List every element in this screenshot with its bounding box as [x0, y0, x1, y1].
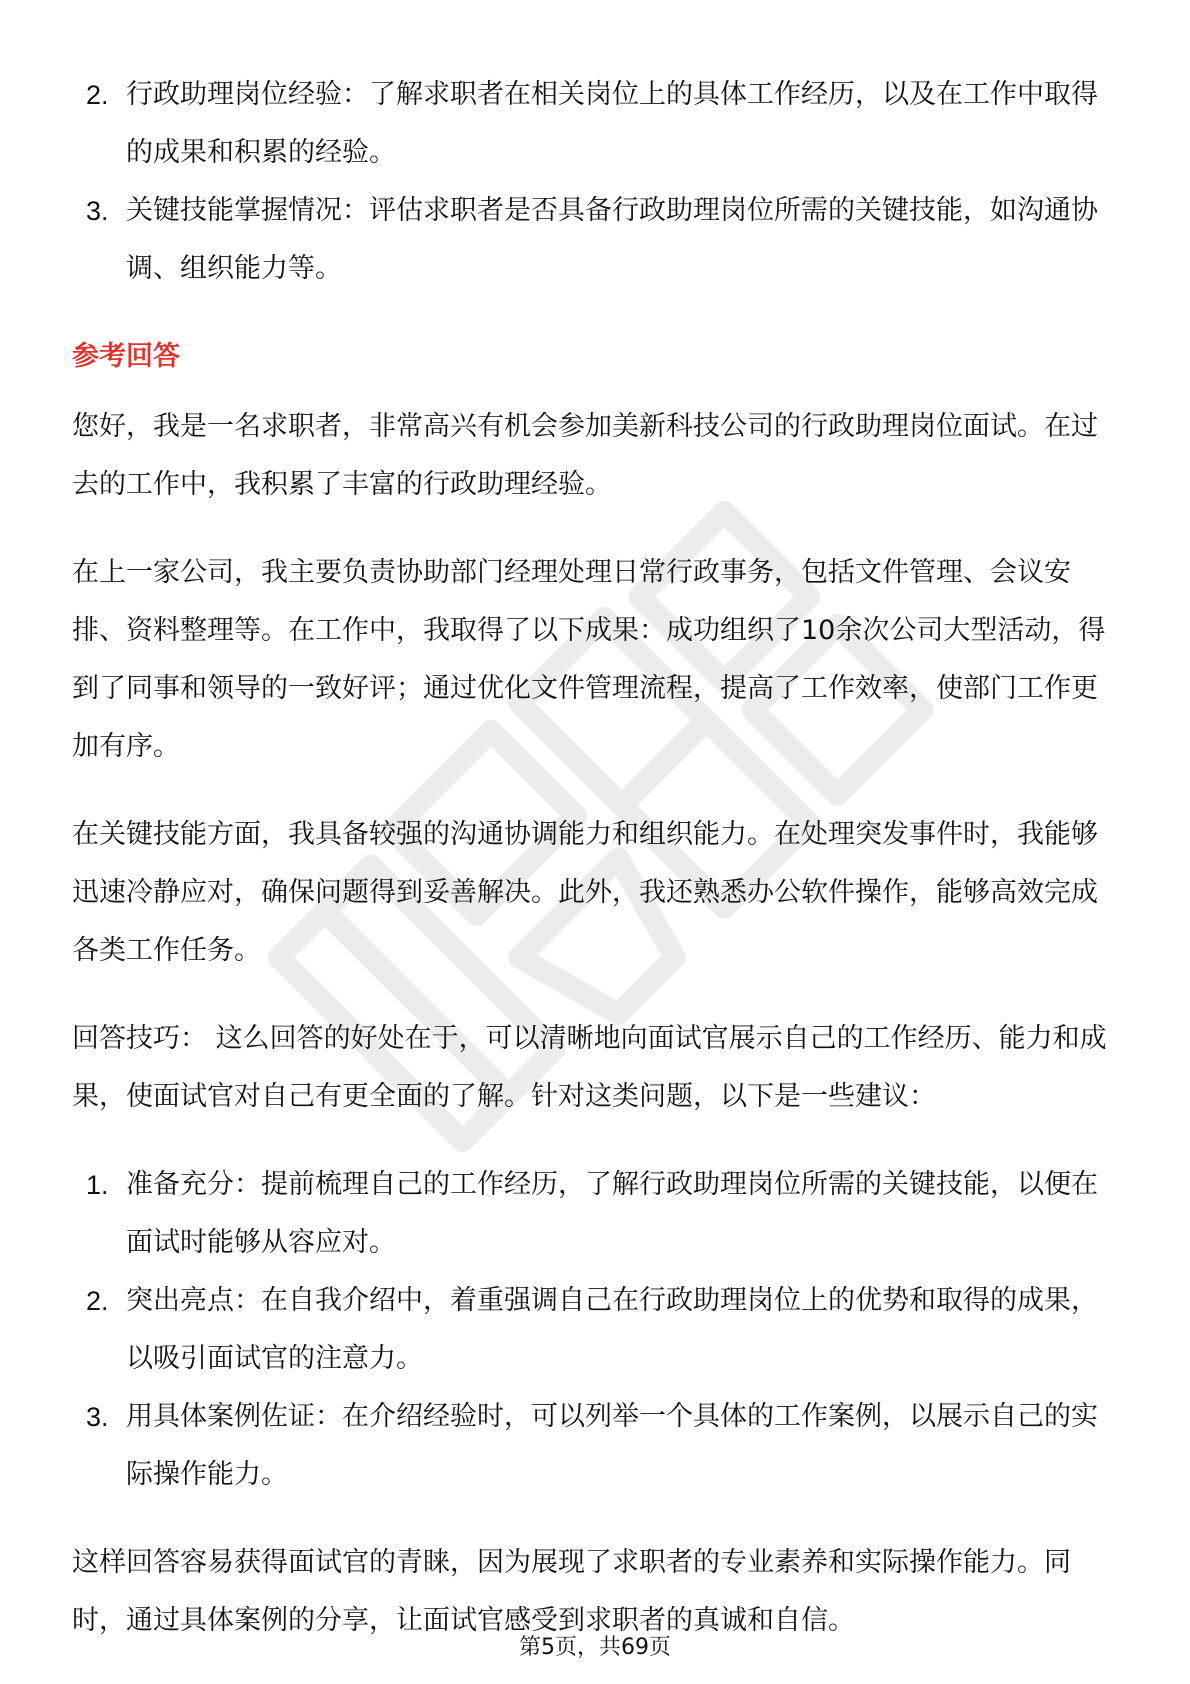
list-number: 3. [86, 196, 109, 226]
list-number: 2. [86, 1286, 109, 1316]
evaluation-points-list [72, 66, 1122, 298]
page-number: 第5页，共69页 [519, 1635, 671, 1660]
list-item-text: 行政助理岗位经验：了解求职者在相关岗位上的具体工作经历，以及在工作中取得的成果和积累的经验。 [126, 79, 1098, 168]
section-title: 参考回答 [72, 341, 180, 372]
document-body [72, 66, 1122, 1680]
tips-list [72, 1156, 1122, 1504]
list-item-text: 突出亮点：在自我介绍中，着重强调自己在行政助理岗位上的优势和取得的成果，以吸引面试官的注意力。 [126, 1285, 1098, 1374]
list-item [72, 1272, 1122, 1388]
list-item [72, 182, 1122, 298]
list-item [72, 66, 1122, 182]
closing-paragraph: 这样回答容易获得面试官的青睐，因为展现了求职者的专业素养和实际操作能力。同时，通过具体案例的分享，让面试官感受到求职者的真诚和自信。 [72, 1547, 1071, 1636]
paragraph: 回答技巧： 这么回答的好处在于，可以清晰地向面试官展示自己的工作经历、能力和成果，使面试官对自己有更全面的了解。针对这类问题，以下是一些建议： [72, 1023, 1107, 1112]
list-number: 2. [86, 80, 109, 110]
list-item-text: 用具体案例佐证：在介绍经验时，可以列举一个具体的工作案例，以展示自己的实际操作能力。 [126, 1401, 1098, 1490]
list-item [72, 1388, 1122, 1504]
list-number: 1. [86, 1170, 109, 1200]
list-item [72, 1156, 1122, 1272]
paragraph: 在上一家公司，我主要负责协助部门经理处理日常行政事务，包括文件管理、会议安排、资料整理等。在工作中，我取得了以下成果：成功组织了10余次公司大型活动，得到了同事和领导的一致好评；通过优化文件管理流程，提高了工作效率，使部门工作更加有序。 [72, 557, 1106, 762]
paragraph: 在关键技能方面，我具备较强的沟通协调能力和组织能力。在处理突发事件时，我能够迅速冷静应对，确保问题得到妥善解决。此外，我还熟悉办公软件操作，能够高效完成各类工作任务。 [72, 819, 1098, 966]
paragraph: 您好，我是一名求职者，非常高兴有机会参加美新科技公司的行政助理岗位面试。在过去的工作中，我积累了丰富的行政助理经验。 [72, 411, 1098, 500]
list-item-text: 关键技能掌握情况：评估求职者是否具备行政助理岗位所需的关键技能，如沟通协调、组织能力等。 [126, 195, 1098, 284]
list-item-text: 准备充分：提前梳理自己的工作经历，了解行政助理岗位所需的关键技能，以便在面试时能够从容应对。 [126, 1169, 1098, 1258]
list-number: 3. [86, 1402, 109, 1432]
